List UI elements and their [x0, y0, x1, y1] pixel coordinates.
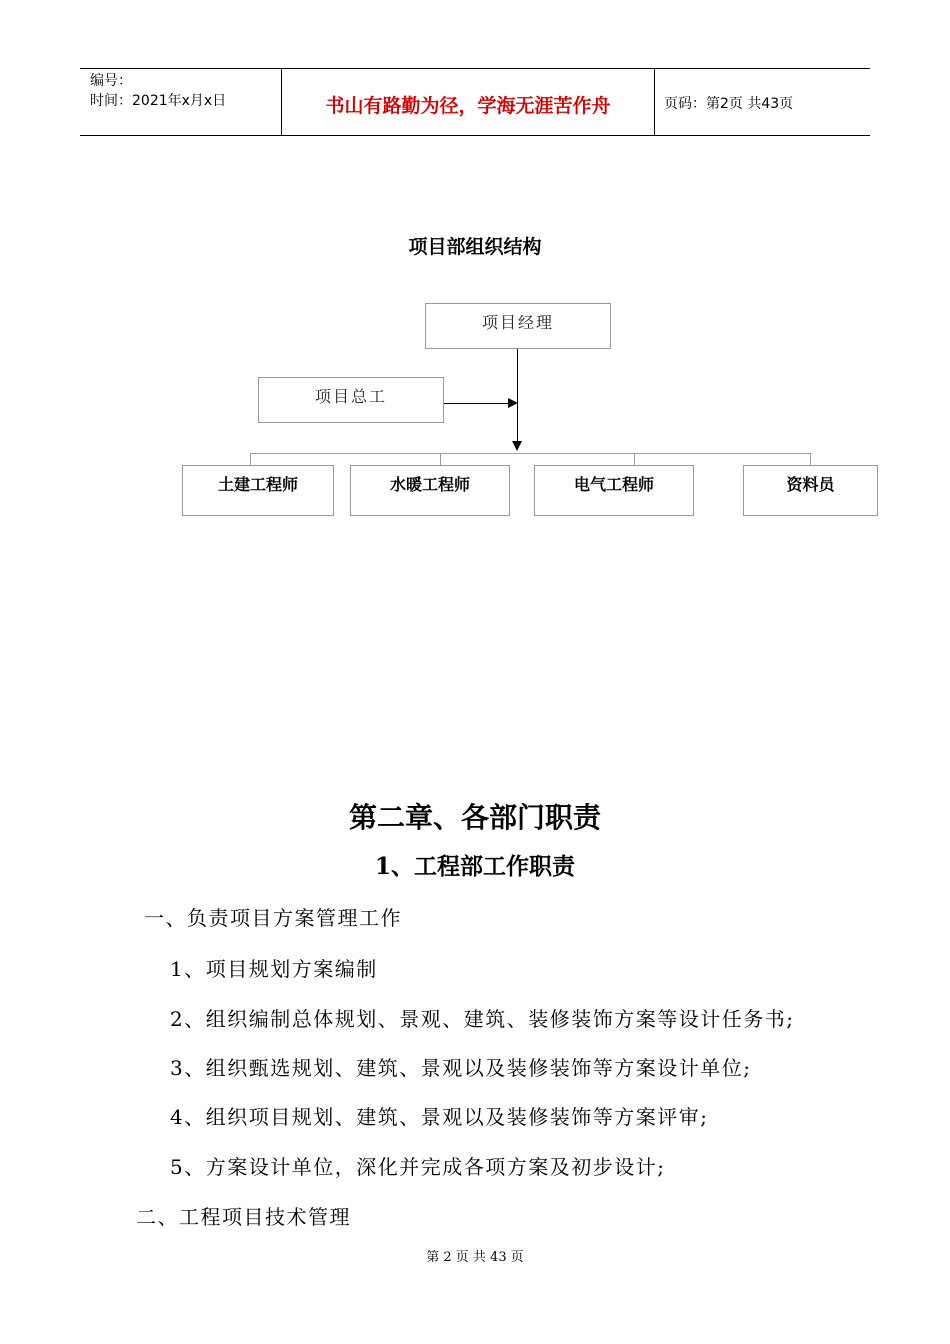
paragraph: 一、负责项目方案管理工作: [144, 906, 402, 930]
header-motto: 书山有路勤为径，学海无涯苦作舟: [325, 95, 611, 117]
org-box-dept-label: 资料员: [786, 475, 835, 494]
chapter-title: 第二章、各部门职责: [348, 801, 601, 834]
header-time-label: 时间：2021年x月x日: [90, 93, 227, 109]
paragraph: 1、项目规划方案编制: [170, 957, 378, 981]
connector-drop: [810, 453, 811, 465]
header-bottom-border: [80, 135, 870, 136]
org-box-dept-label: 水暖工程师: [389, 475, 470, 494]
paragraph: 3、组织甄选规划、建筑、景观以及装修装饰等方案设计单位;: [170, 1056, 752, 1080]
header-number-label: 编号：: [90, 73, 132, 89]
org-box-hvac-engineer: [350, 465, 510, 516]
connector-vertical: [517, 349, 518, 443]
arrow-right-icon: [508, 398, 520, 409]
header-page-info: 页码：第2页 共43页: [664, 96, 794, 112]
paragraph: 二、工程项目技术管理: [136, 1205, 351, 1229]
header-divider: [654, 68, 655, 136]
page-footer: 第 2 页 共 43 页: [426, 1250, 524, 1265]
connector-drop: [440, 453, 441, 465]
arrow-down-icon: [512, 441, 523, 452]
paragraph: 5、方案设计单位，深化并完成各项方案及初步设计;: [170, 1155, 666, 1179]
org-box-chief-engineer: [258, 377, 444, 423]
org-box-electrical-engineer: [534, 465, 694, 516]
org-chart-title: 项目部组织结构: [408, 236, 542, 258]
header-top-border: [80, 68, 870, 69]
org-box-manager-label: 项目经理: [481, 313, 554, 332]
org-box-dept-label: 电气工程师: [573, 475, 654, 494]
connector-drop: [250, 453, 251, 465]
paragraph: 4、组织项目规划、建筑、景观以及装修装饰等方案评审;: [170, 1105, 709, 1129]
connector-chief: [444, 403, 510, 404]
connector-drop: [634, 453, 635, 465]
org-box-chief-label: 项目总工: [314, 387, 387, 406]
org-box-manager: [425, 303, 611, 349]
header-meta: [90, 71, 226, 111]
connector-horizontal: [250, 453, 811, 454]
org-box-civil-engineer: [182, 465, 334, 516]
org-box-dept-label: 土建工程师: [217, 475, 298, 494]
section-title: 1、工程部工作职责: [374, 853, 575, 880]
paragraph: 2、组织编制总体规划、景观、建筑、装修装饰方案等设计任务书;: [170, 1007, 795, 1031]
org-box-document-clerk: [743, 465, 878, 516]
